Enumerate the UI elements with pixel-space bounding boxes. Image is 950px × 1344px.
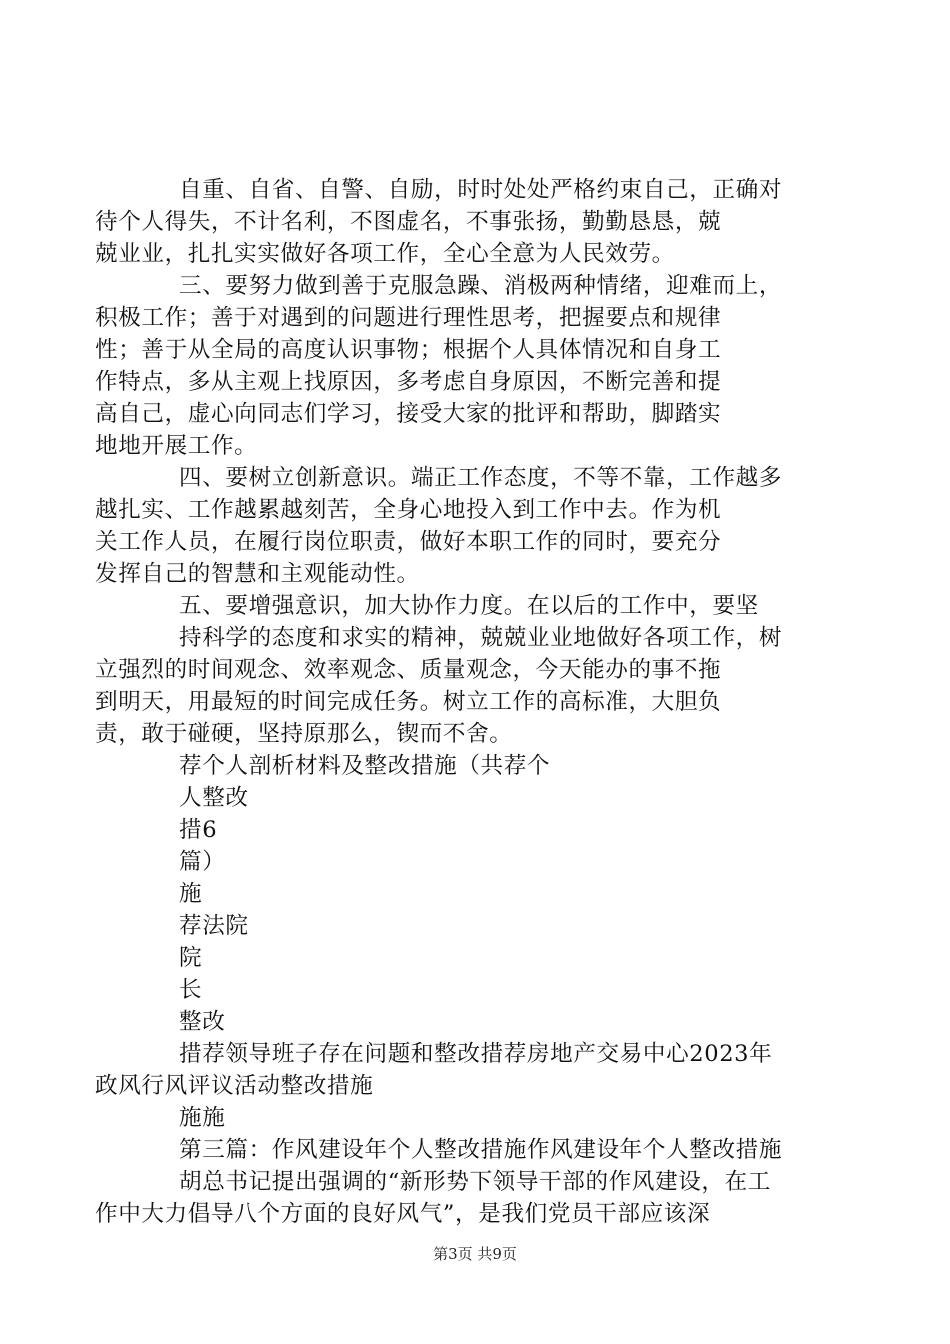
body-line: 第三篇：作风建设年个人整改措施作风建设年个人整改措施: [179, 1137, 783, 1163]
body-line: 立强烈的时间观念、效率观念、质量观念，今天能办的事不拖: [95, 657, 722, 683]
body-line: 措6: [179, 817, 218, 843]
body-line: 作特点，多从主观上找原因，多考虑自身原因，不断完善和提: [95, 369, 722, 395]
body-line: 长: [179, 977, 203, 1003]
body-line: 发挥自己的智慧和主观能动性。: [95, 561, 420, 587]
body-line: 性；善于从全局的高度认识事物；根据个人具体情况和自身工: [95, 337, 722, 363]
body-line: 持科学的态度和求实的精神，兢兢业业地做好各项工作，树: [179, 625, 783, 651]
body-line: 施施: [179, 1105, 226, 1131]
body-line: 自重、自省、自警、自励，时时处处严格约束自己，正确对: [179, 177, 783, 203]
body-line: 荐法院: [179, 913, 249, 939]
body-line: 人整改: [179, 785, 249, 811]
body-line: 关工作人员，在履行岗位职责，做好本职工作的同时，要充分: [95, 529, 722, 555]
body-line: 五、要增强意识，加大协作力度。在以后的工作中，要坚: [179, 593, 759, 619]
body-line: 高自己，虚心向同志们学习，接受大家的批评和帮助，脚踏实: [95, 401, 722, 427]
body-line: 越扎实、工作越累越刻苦，全身心地投入到工作中去。作为机: [95, 497, 722, 523]
body-line: 荐个人剖析材料及整改措施（共荐个: [179, 753, 551, 779]
body-line: 三、要努力做到善于克服急躁、消极两种情绪，迎难而上，: [179, 273, 783, 299]
body-line: 政风行风评议活动整改措施: [95, 1073, 374, 1099]
body-line: 四、要树立创新意识。端正工作态度，不等不靠，工作越多: [179, 465, 783, 491]
body-line: 兢业业，扎扎实实做好各项工作，全心全意为人民效劳。: [95, 241, 675, 267]
body-line: 篇）: [179, 849, 226, 875]
page-number-footer: 第3页 共9页: [433, 1245, 517, 1263]
body-line: 责，敢于碰硬，坚持原那么，锲而不舍。: [95, 721, 513, 747]
body-line: 措荐领导班子存在问题和整改措荐房地产交易中心2023年: [179, 1041, 773, 1067]
body-line: 整改: [179, 1009, 226, 1035]
body-line: 作中大力倡导八个方面的良好风气”，是我们党员干部应该深: [95, 1201, 711, 1227]
body-line: 待个人得失，不计名利，不图虚名，不事张扬，勤勤恳恳，兢: [95, 209, 722, 235]
body-line: 积极工作；善于对遇到的问题进行理性思考，把握要点和规律: [95, 305, 722, 331]
body-line: 院: [179, 945, 203, 971]
body-line: 胡总书记提出强调的“新形势下领导干部的作风建设，在工: [179, 1169, 771, 1195]
body-line: 地地开展工作。: [95, 433, 258, 459]
body-line: 施: [179, 881, 203, 907]
body-line: 到明天，用最短的时间完成任务。树立工作的高标准，大胆负: [95, 689, 722, 715]
